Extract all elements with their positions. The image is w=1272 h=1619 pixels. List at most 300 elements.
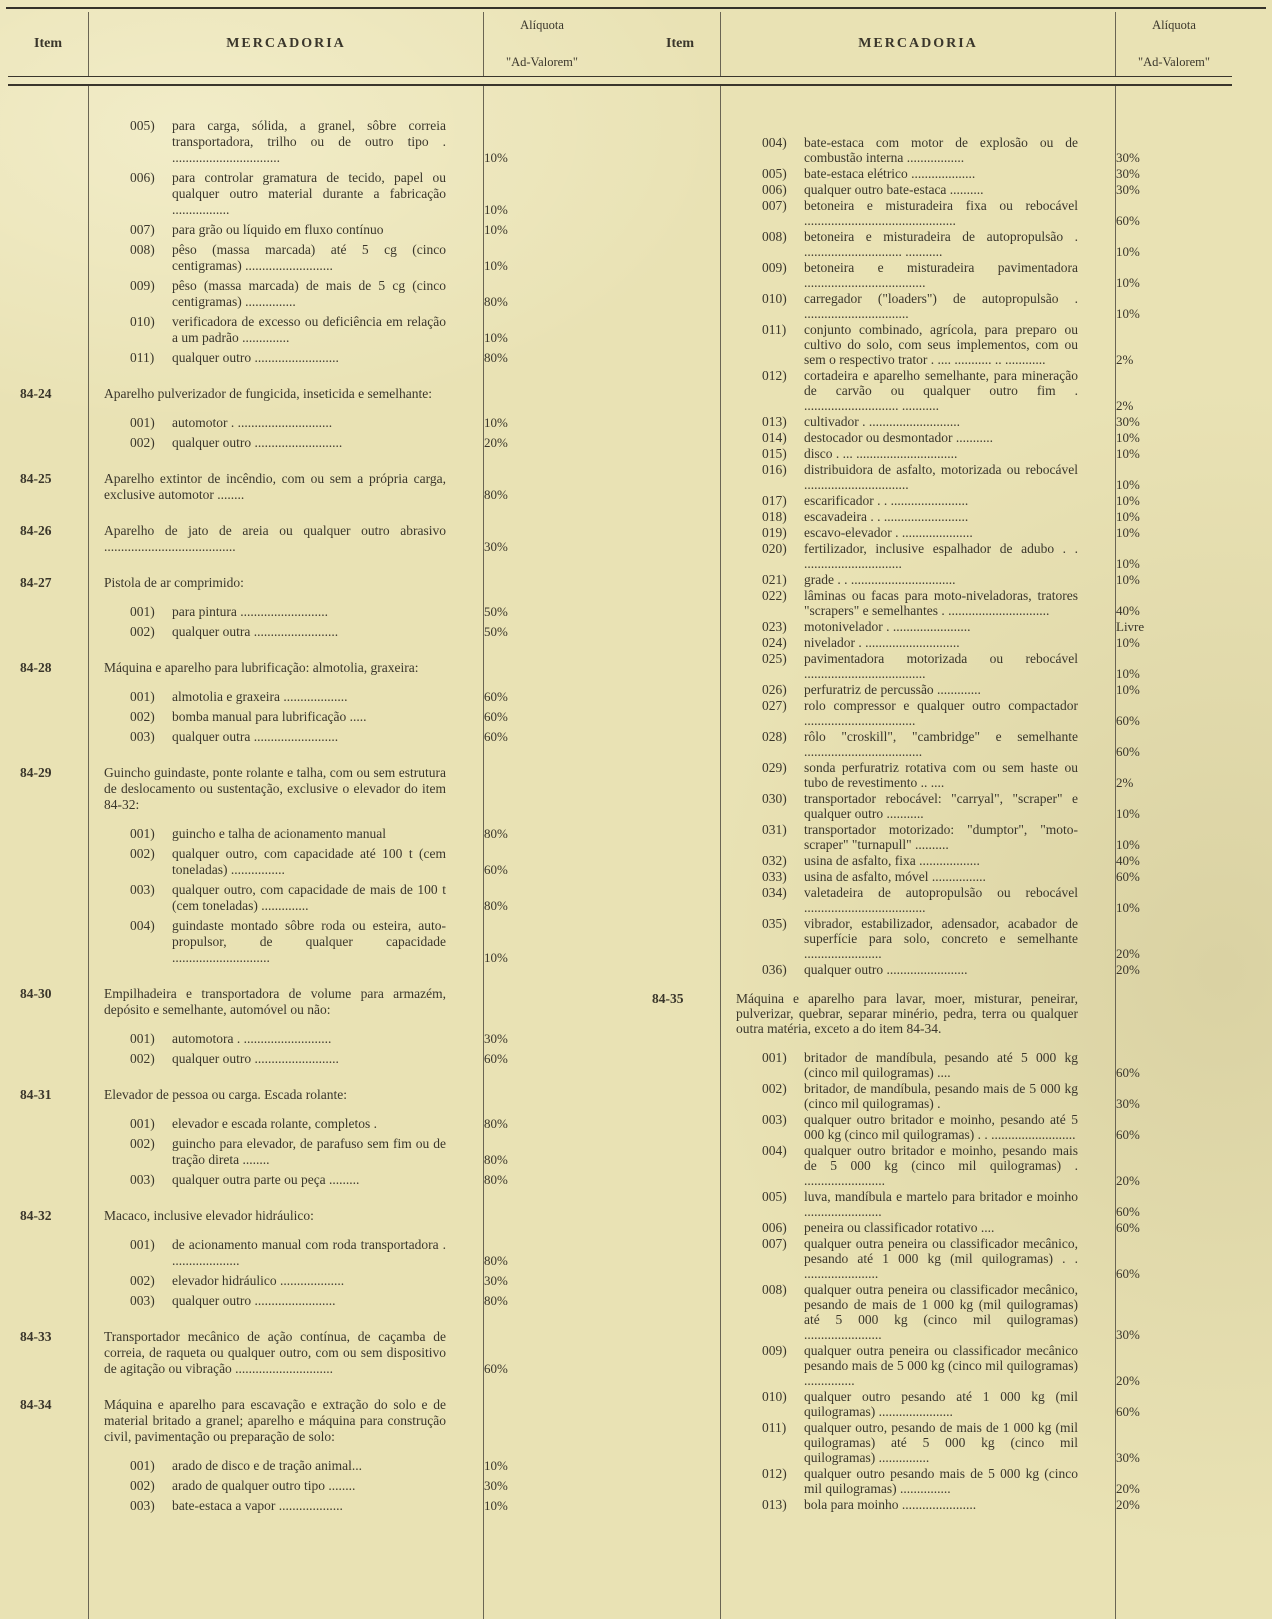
subitem-text: qualquer outra peneira ou classificador mecânico pesando mais de 5 000 kg (cinco mil quilogramas) ............... xyxy=(804,1343,1078,1388)
subitem-main xyxy=(762,1081,1084,1111)
subitem-code: 001) xyxy=(130,415,155,430)
subitem-row xyxy=(736,1189,1232,1219)
subitem-text: qualquer outro britador e moinho, pesando mais de 5 000 kg (cinco mil quilogramas) . ........................ xyxy=(804,1143,1078,1188)
entry-body xyxy=(104,1397,600,1514)
subitem-main xyxy=(762,322,1084,367)
subitem-row xyxy=(736,619,1232,634)
description-row xyxy=(104,660,600,676)
subitem-main xyxy=(130,435,452,451)
subitem-text: carregador ("loaders") de autopropulsão . ............................... xyxy=(804,291,1078,321)
subitem-row xyxy=(104,170,600,218)
subitem-text: destocador ou desmontador ........... xyxy=(804,430,993,445)
rate-value: 60% xyxy=(1116,1266,1140,1281)
subitem-text: bomba manual para lubrificação ..... xyxy=(172,709,367,724)
subitem-row xyxy=(104,826,600,842)
subitem-row xyxy=(736,446,1232,461)
subitem-text: rôlo "croskill", "cambridge" e semelhante ................................... xyxy=(804,729,1078,759)
column-right xyxy=(640,86,1232,1619)
subitem-code: 001) xyxy=(762,1050,787,1065)
subitem-main xyxy=(762,635,1084,650)
item-code: 84-25 xyxy=(20,471,52,486)
subitem-code: 010) xyxy=(130,314,155,329)
subitem-row xyxy=(104,604,600,620)
subitem-code: 009) xyxy=(130,278,155,293)
subitem-code: 002) xyxy=(762,1081,787,1096)
subitem-code: 011) xyxy=(762,322,787,337)
subitem-code: 001) xyxy=(130,1031,155,1046)
description-row xyxy=(104,575,600,591)
subitem-row xyxy=(104,1116,600,1132)
subitem-code: 014) xyxy=(762,430,787,445)
rate-value: 20% xyxy=(484,435,508,450)
subitem-code: 031) xyxy=(762,822,787,837)
subitem-main xyxy=(762,541,1084,571)
rate-value: 10% xyxy=(1116,556,1140,571)
subitem-row xyxy=(104,222,600,238)
subitem-text: qualquer outra peneira ou classificador mecânico, pesando de mais de 1 000 kg (mil quilogramas) até 5 000 kg (cinco mil quilogramas) ....................... xyxy=(804,1282,1078,1342)
subitem-code: 004) xyxy=(762,1143,787,1158)
subitem-code: 006) xyxy=(130,170,155,185)
tariff-entry xyxy=(8,660,600,745)
subitem-main xyxy=(130,415,452,431)
subitem-text: usina de asfalto, móvel ................ xyxy=(804,869,986,884)
subitem-text: peneira ou classificador rotativo .... xyxy=(804,1220,995,1235)
subitem-text: pavimentadora motorizada ou rebocável .................................... xyxy=(804,651,1078,681)
subitem-main xyxy=(130,826,452,842)
rate-value: 30% xyxy=(484,539,508,554)
subitem-text: luva, mandíbula e martelo para britador e moinho ....................... xyxy=(804,1189,1078,1219)
subitem-main xyxy=(762,291,1084,321)
rate-value: 80% xyxy=(484,1172,508,1187)
subitem-code: 026) xyxy=(762,682,787,697)
rate-value: 2% xyxy=(1116,398,1134,413)
entry-body xyxy=(104,1329,600,1377)
rate-value: 60% xyxy=(484,689,508,704)
subitem-text: qualquer outra ......................... xyxy=(172,729,339,744)
rate-value: 10% xyxy=(1116,525,1140,540)
subitem-main xyxy=(762,1189,1084,1219)
rate-value: 10% xyxy=(1116,666,1140,681)
subitem-main xyxy=(130,1293,452,1309)
rate-value: 10% xyxy=(484,1498,508,1513)
subitem-code: 001) xyxy=(130,689,155,704)
subitem-main xyxy=(762,651,1084,681)
subitem-text: pêso (massa marcada) de mais de 5 cg (cinco centigramas) ............... xyxy=(172,278,446,309)
subitem-main xyxy=(762,729,1084,759)
header-aliquota-label xyxy=(1116,12,1232,76)
subitem-text: cortadeira e aparelho semelhante, para mineração de carvão ou qualquer outro fim . ............................ ........... xyxy=(804,368,1078,413)
rate-value: 10% xyxy=(484,150,508,165)
tariff-entry xyxy=(8,386,600,451)
subitem-row xyxy=(736,1112,1232,1142)
table-body xyxy=(8,86,1232,1619)
subitem-text: qualquer outra peneira ou classificador mecânico, pesando até 1 000 kg (mil quilogramas) . . ...................... xyxy=(804,1236,1078,1281)
subitem-code: 011) xyxy=(130,350,155,365)
rate-value: 50% xyxy=(484,624,508,639)
subitem-row xyxy=(736,853,1232,868)
subitem-main xyxy=(130,170,452,218)
subitem-text: usina de asfalto, fixa .................. xyxy=(804,853,980,868)
rate-value: 2% xyxy=(1116,352,1134,367)
rate-value: 10% xyxy=(484,202,508,217)
subitem-main xyxy=(762,1236,1084,1281)
rate-value: 10% xyxy=(1116,244,1140,259)
rate-value: 30% xyxy=(1116,1096,1140,1111)
description-text: Transportador mecânico de ação contínua, de caçamba de correia, de raqueta ou qualquer outro, com ou sem dispositivo de agitação ou vibração ............................. xyxy=(104,1329,446,1376)
subitem-main xyxy=(762,462,1084,492)
subitem-row xyxy=(736,430,1232,445)
subitem-code: 032) xyxy=(762,853,787,868)
subitem-code: 003) xyxy=(130,882,155,897)
subitem-row xyxy=(104,118,600,166)
subitem-main xyxy=(130,118,452,166)
subitem-main xyxy=(762,1389,1084,1419)
subitem-row xyxy=(104,1498,600,1514)
rate-value: Livre xyxy=(1116,619,1145,634)
subitem-text: elevador e escada rolante, completos . xyxy=(172,1116,378,1131)
subitem-text: qualquer outro ......................... xyxy=(172,350,339,365)
subitem-row xyxy=(104,1051,600,1067)
description-row xyxy=(104,523,600,555)
rate-value: 80% xyxy=(484,294,508,309)
subitem-code: 035) xyxy=(762,916,787,931)
tariff-entry xyxy=(8,575,600,640)
subitem-main xyxy=(762,166,1084,181)
subitem-main xyxy=(130,689,452,705)
subitem-code: 002) xyxy=(130,1136,155,1151)
rate-value: 10% xyxy=(1116,430,1140,445)
entries-list-right xyxy=(640,86,1232,1512)
item-code: 84-27 xyxy=(20,575,52,590)
subitem-row xyxy=(736,760,1232,790)
subitem-code: 007) xyxy=(130,222,155,237)
subitem-row xyxy=(104,1237,600,1269)
subitem-text: valetadeira de autopropulsão ou rebocável .................................... xyxy=(804,885,1078,915)
tariff-entry xyxy=(8,765,600,966)
subitem-text: qualquer outro ........................ xyxy=(172,1293,336,1308)
entry-body xyxy=(104,660,600,745)
aliquota-title: Alíquota xyxy=(1152,18,1196,32)
subitem-row xyxy=(736,1050,1232,1080)
subitem-main xyxy=(762,791,1084,821)
subitem-main xyxy=(762,1282,1084,1342)
description-text: Macaco, inclusive elevador hidráulico: xyxy=(104,1208,314,1223)
top-rule xyxy=(6,7,1266,9)
subitem-row xyxy=(736,869,1232,884)
subitem-code: 009) xyxy=(762,1343,787,1358)
subitem-code: 022) xyxy=(762,588,787,603)
item-code: 84-26 xyxy=(20,523,52,538)
subitem-code: 021) xyxy=(762,572,787,587)
subitem-code: 001) xyxy=(130,604,155,619)
subitem-main xyxy=(762,885,1084,915)
subitem-row xyxy=(736,541,1232,571)
subitem-text: disco . ... .............................. xyxy=(804,446,958,461)
subitem-row xyxy=(104,1273,600,1289)
subitem-main xyxy=(762,869,1084,884)
subitem-row xyxy=(104,846,600,878)
subitem-text: britador de mandíbula, pesando até 5 000 kg (cinco mil quilogramas) .... xyxy=(804,1050,1078,1080)
entry-body xyxy=(104,1208,600,1309)
rate-value: 60% xyxy=(1116,713,1140,728)
subitem-code: 002) xyxy=(130,1273,155,1288)
rate-value: 10% xyxy=(484,330,508,345)
description-text: Máquina e aparelho para lubrificação: almotolia, graxeira: xyxy=(104,660,419,675)
rate-value: 30% xyxy=(484,1031,508,1046)
subitem-text: guincho e talha de acionamento manual xyxy=(172,826,387,841)
subitem-main xyxy=(762,682,1084,697)
description-text: Elevador de pessoa ou carga. Escada rolante: xyxy=(104,1087,348,1102)
subitem-row xyxy=(104,1172,600,1188)
entry-body xyxy=(104,575,600,640)
subitem-main xyxy=(762,198,1084,228)
rate-value: 60% xyxy=(1116,1220,1140,1235)
subitem-row xyxy=(104,689,600,705)
subitem-code: 036) xyxy=(762,962,787,977)
subitem-main xyxy=(130,709,452,725)
subitem-code: 002) xyxy=(130,624,155,639)
subitem-row xyxy=(104,314,600,346)
subitem-text: qualquer outro .......................... xyxy=(172,435,343,450)
tariff-entry xyxy=(8,986,600,1067)
subitem-code: 004) xyxy=(762,135,787,150)
subitem-text: para grão ou líquido em fluxo contínuo xyxy=(172,222,384,237)
rate-value: 20% xyxy=(1116,1497,1140,1512)
entry-body xyxy=(104,114,600,366)
subitem-code: 034) xyxy=(762,885,787,900)
subitem-main xyxy=(762,916,1084,961)
header-left-half xyxy=(8,12,600,76)
rate-value: 30% xyxy=(1116,1450,1140,1465)
subitem-main xyxy=(762,430,1084,445)
subitem-row xyxy=(104,1136,600,1168)
subitem-text: qualquer outro, com capacidade até 100 t (cem toneladas) ................ xyxy=(172,846,446,877)
subitem-code: 007) xyxy=(762,1236,787,1251)
subitem-main xyxy=(762,1343,1084,1388)
subitem-code: 009) xyxy=(762,260,787,275)
subitem-main xyxy=(762,493,1084,508)
subitem-row xyxy=(736,1466,1232,1496)
subitem-row xyxy=(736,729,1232,759)
subitem-row xyxy=(104,882,600,914)
description-text: Aparelho extintor de incêndio, com ou sem a própria carga, exclusive automotor ........ xyxy=(104,471,446,502)
rate-value: 30% xyxy=(484,1273,508,1288)
subitem-code: 011) xyxy=(762,1420,787,1435)
subitem-code: 012) xyxy=(762,1466,787,1481)
subitem-main xyxy=(130,1136,452,1168)
rate-value: 40% xyxy=(1116,853,1140,868)
aliquota-subtitle: "Ad-Valorem" xyxy=(506,55,578,69)
subitem-row xyxy=(736,588,1232,618)
subitem-main xyxy=(130,1051,452,1067)
subitem-row xyxy=(104,918,600,966)
subitem-code: 025) xyxy=(762,651,787,666)
subitem-code: 004) xyxy=(130,918,155,933)
subitem-row xyxy=(736,1220,1232,1235)
subitem-row xyxy=(104,1293,600,1309)
header-aliquota-label xyxy=(484,12,600,76)
description-row xyxy=(104,1329,600,1377)
subitem-code: 023) xyxy=(762,619,787,634)
subitem-main xyxy=(762,1497,1084,1512)
rate-value: 60% xyxy=(1116,1065,1140,1080)
subitem-row xyxy=(736,572,1232,587)
subitem-main xyxy=(762,525,1084,540)
subitem-main xyxy=(130,350,452,366)
subitem-row xyxy=(736,635,1232,650)
tariff-entry xyxy=(8,1087,600,1188)
subitem-text: bate-estaca a vapor ................... xyxy=(172,1498,343,1513)
aliquota-subtitle: "Ad-Valorem" xyxy=(1138,55,1210,69)
subitem-row xyxy=(736,1081,1232,1111)
subitem-code: 002) xyxy=(130,435,155,450)
subitem-main xyxy=(130,624,452,640)
rate-value: 10% xyxy=(1116,306,1140,321)
rate-value: 50% xyxy=(484,604,508,619)
rate-value: 30% xyxy=(1116,1327,1140,1342)
subitem-text: de acionamento manual com roda transportadora . .................... xyxy=(172,1237,446,1268)
header-divider-rule xyxy=(8,76,1232,86)
description-text: Aparelho pulverizador de fungicida, inseticida e semelhante: xyxy=(104,386,432,401)
entry-body xyxy=(736,134,1232,977)
subitem-row xyxy=(104,350,600,366)
subitem-text: betoneira e misturadeira pavimentadora .................................... xyxy=(804,260,1078,290)
subitem-code: 033) xyxy=(762,869,787,884)
header-mercadoria-label: MERCADORIA xyxy=(858,36,978,51)
subitem-row xyxy=(736,368,1232,413)
description-row xyxy=(104,471,600,503)
tariff-entry xyxy=(8,114,600,366)
subitem-row xyxy=(736,229,1232,259)
rate-value: 40% xyxy=(1116,603,1140,618)
subitem-row xyxy=(736,822,1232,852)
subitem-text: qualquer outro, pesando de mais de 1 000 kg (mil quilogramas) até 5 000 kg (cinco mil quilogramas) ............... xyxy=(804,1420,1078,1465)
subitem-row xyxy=(736,1282,1232,1342)
rate-value: 10% xyxy=(1116,900,1140,915)
subitem-text: automotor . ............................ xyxy=(172,415,333,430)
tariff-entry xyxy=(8,471,600,503)
subitem-row xyxy=(104,415,600,431)
subitem-main xyxy=(130,1237,452,1269)
subitem-row xyxy=(104,709,600,725)
subitem-main xyxy=(762,853,1084,868)
subitem-code: 017) xyxy=(762,493,787,508)
subitem-code: 003) xyxy=(130,729,155,744)
tariff-entry xyxy=(8,1397,600,1514)
subitem-main xyxy=(762,1420,1084,1465)
subitem-main xyxy=(762,1112,1084,1142)
subitem-main xyxy=(762,229,1084,259)
subitem-code: 003) xyxy=(130,1293,155,1308)
subitem-row xyxy=(736,962,1232,977)
rate-value: 20% xyxy=(1116,1173,1140,1188)
subitem-text: qualquer outra ......................... xyxy=(172,624,339,639)
subitem-code: 002) xyxy=(130,846,155,861)
rate-value: 80% xyxy=(484,898,508,913)
entry-body xyxy=(104,986,600,1067)
subitem-row xyxy=(736,698,1232,728)
description-text: Aparelho de jato de areia ou qualquer outro abrasivo ....................................... xyxy=(104,523,446,554)
entry-body xyxy=(104,765,600,966)
rate-value: 30% xyxy=(484,1478,508,1493)
subitem-row xyxy=(736,182,1232,197)
subitem-row xyxy=(736,166,1232,181)
item-code: 84-31 xyxy=(20,1087,52,1102)
subitem-text: pêso (massa marcada) até 5 cg (cinco centigramas) .......................... xyxy=(172,242,446,273)
subitem-main xyxy=(762,588,1084,618)
item-code: 84-33 xyxy=(20,1329,52,1344)
rate-value: 2% xyxy=(1116,775,1134,790)
description-text: Pistola de ar comprimido: xyxy=(104,575,244,590)
rate-value: 80% xyxy=(484,1253,508,1268)
subitem-row xyxy=(736,791,1232,821)
subitem-code: 002) xyxy=(130,1478,155,1493)
rate-value: 10% xyxy=(484,415,508,430)
subitem-code: 019) xyxy=(762,525,787,540)
item-code: 84-29 xyxy=(20,765,52,780)
subitem-text: nivelador . ............................ xyxy=(804,635,960,650)
column-left xyxy=(8,86,600,1619)
subitem-row xyxy=(736,509,1232,524)
subitem-text: qualquer outro bate-estaca .......... xyxy=(804,182,984,197)
subitem-code: 001) xyxy=(130,826,155,841)
subitem-main xyxy=(130,1458,452,1474)
subitem-text: fertilizador, inclusive espalhador de adubo . . ............................. xyxy=(804,541,1078,571)
subitem-code: 010) xyxy=(762,291,787,306)
subitem-main xyxy=(130,604,452,620)
subitem-row xyxy=(736,1420,1232,1465)
subitem-text: distribuidora de asfalto, motorizada ou rebocável ............................... xyxy=(804,462,1078,492)
description-row xyxy=(104,765,600,813)
rate-value: 10% xyxy=(484,950,508,965)
rate-value: 30% xyxy=(1116,182,1140,197)
subitem-code: 003) xyxy=(130,1498,155,1513)
subitem-row xyxy=(104,435,600,451)
subitem-row xyxy=(736,462,1232,492)
tariff-table xyxy=(8,12,1232,1619)
entries-list-left xyxy=(8,86,600,1514)
rate-value: 60% xyxy=(1116,1204,1140,1219)
tariff-entry xyxy=(640,134,1232,977)
rate-value: 10% xyxy=(1116,446,1140,461)
subitem-code: 016) xyxy=(762,462,787,477)
subitem-text: rolo compressor e qualquer outro compactador ................................. xyxy=(804,698,1078,728)
subitem-main xyxy=(762,572,1084,587)
rate-value: 20% xyxy=(1116,946,1140,961)
subitem-main xyxy=(762,368,1084,413)
item-code: 84-35 xyxy=(652,991,684,1006)
subitem-code: 001) xyxy=(130,1116,155,1131)
rate-value: 30% xyxy=(1116,166,1140,181)
subitem-text: qualquer outro ......................... xyxy=(172,1051,339,1066)
subitem-text: lâminas ou facas para moto-niveladoras, tratores "scrapers" e semelhantes . .............................. xyxy=(804,588,1078,618)
subitem-code: 013) xyxy=(762,1497,787,1512)
subitem-code: 013) xyxy=(762,414,787,429)
subitem-code: 001) xyxy=(130,1237,155,1252)
subitem-text: bate-estaca com motor de explosão ou de combustão interna ................. xyxy=(804,135,1078,165)
rate-value: 10% xyxy=(484,258,508,273)
subitem-row xyxy=(736,1236,1232,1281)
subitem-code: 008) xyxy=(762,1282,787,1297)
subitem-main xyxy=(130,222,452,238)
rate-value: 60% xyxy=(484,1051,508,1066)
rate-value: 20% xyxy=(1116,1373,1140,1388)
rate-value: 80% xyxy=(484,350,508,365)
subitem-code: 006) xyxy=(762,182,787,197)
subitem-code: 005) xyxy=(130,118,155,133)
item-code: 84-32 xyxy=(20,1208,52,1223)
subitem-code: 029) xyxy=(762,760,787,775)
